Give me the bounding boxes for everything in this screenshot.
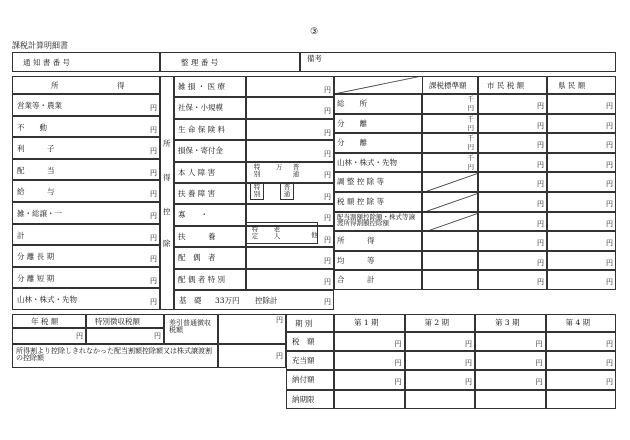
income-row[interactable] [12,288,160,310]
taxable-row-label: 均 等 [337,255,375,265]
thousand-unit: 千 [467,134,474,143]
deduction-row-yen: 円 [324,278,331,287]
period-header: 第 2 期 [424,318,450,327]
diff-normal-yen: 円 [276,316,283,324]
deduction-total-yen: 円 [324,298,331,307]
pref-tax-value[interactable] [547,133,616,153]
deduction-row-label: 損保・寄付金 [178,146,223,156]
pref-tax-yen: 円 [606,180,613,189]
ta-mark: 他 [311,231,318,239]
taxable-standard-value[interactable] [422,94,478,114]
city-tax-value[interactable] [478,94,547,114]
city-tax-yen: 円 [537,101,544,110]
taxable-row-label: 調 整 控 除 等 [337,177,385,187]
annual-tax-header [12,314,86,328]
period-value-yen: 円 [606,358,613,367]
pref-tax-yen: 円 [606,278,613,287]
pref-tax-value[interactable] [547,114,616,134]
man-mark-1: 万 [276,163,283,171]
period-header: 第 4 期 [565,318,591,327]
city-tax-value[interactable] [478,231,547,251]
income-row-yen: 円 [150,255,157,264]
period-label-cell [286,314,334,332]
pref-tax-header [547,76,616,94]
special-collect-header [86,314,164,328]
special-collect-yen: 円 [154,332,161,341]
note-cell [12,344,218,368]
document-title: 課税計算明細書 [12,41,68,50]
city-tax-yen: 円 [537,160,544,169]
pref-tax-label: 県 民 額 [558,81,586,90]
special-collect-value[interactable] [86,328,164,344]
taxable-header-diagonal [334,76,422,94]
standard-slash-diagonal [423,193,479,213]
remarks-label: 備考 [307,54,322,63]
city-tax-value[interactable] [478,114,547,134]
pref-tax-value[interactable] [547,231,616,251]
deduction-vertical-column [160,76,174,310]
pref-tax-yen: 円 [606,141,613,150]
taxable-row-label: 分 離 [337,138,367,148]
deduction-row-yen: 円 [324,107,331,116]
pref-tax-value[interactable] [547,251,616,271]
taxable-row-label: 山林・株式・先物 [337,157,397,167]
pref-tax-yen: 円 [606,219,613,228]
note-value[interactable] [218,344,286,368]
deduction-row-label: 扶 養 [178,231,216,241]
futsuu-mark-2: 普通 [283,183,291,198]
period-value-cell[interactable] [334,370,405,389]
income-header-right: 得 [117,81,125,90]
deduction-row-yen: 円 [324,192,331,201]
income-row[interactable] [12,267,160,289]
income-row[interactable] [12,116,160,138]
pref-tax-value[interactable] [547,270,616,290]
deduction-row-label: 扶 養 障 害 [178,189,216,198]
pref-tax-yen: 円 [606,101,613,110]
deduction-row-value[interactable] [246,140,334,161]
taxable-standard-value[interactable] [422,212,478,232]
income-row-yen: 円 [150,233,157,242]
period-value-cell[interactable] [405,332,476,351]
income-row[interactable] [12,159,160,181]
taxable-standard-yen: 円 [467,104,474,112]
deduction-row-yen: 円 [324,128,331,137]
basic-deduction-row [174,290,334,310]
city-tax-yen: 円 [537,239,544,248]
deduction-row-label: 雑 損 ・ 医 療 [178,82,226,91]
income-row-label: 営業等・農業 [17,101,62,110]
annual-tax-value[interactable] [12,328,86,344]
income-row-label: 計 [17,230,25,240]
city-tax-value[interactable] [478,172,547,192]
income-row-label: 分 離 長 期 [17,252,55,262]
note-label: 所得割より控除しきれなかった配当割額控除額又は株式譲渡割の控除額 [16,347,212,363]
deduction-row-label: 本 人 障 害 [178,167,216,177]
pref-tax-value[interactable] [547,192,616,212]
deduction-total-label: 控除計 [255,296,278,305]
pref-tax-yen: 円 [606,121,613,130]
deduction-row-yen: 円 [324,85,331,94]
period-header: 第 1 期 [354,318,379,327]
city-tax-yen: 円 [537,180,544,189]
period-value-yen: 円 [394,339,402,348]
period-value-yen: 円 [465,358,472,367]
pref-tax-value[interactable] [547,94,616,114]
city-tax-header [478,76,547,94]
remarks-cell[interactable] [300,52,616,72]
deduction-row-label: 寡 ・ [178,210,208,220]
income-row[interactable] [12,245,160,267]
income-row[interactable] [12,180,160,202]
period-row-label: 税 額 [292,337,315,346]
futsuu-mark-1: 普通 [292,163,300,178]
period-value-yen: 円 [535,377,543,386]
pref-tax-value[interactable] [547,172,616,192]
period-value-cell[interactable] [405,390,476,409]
income-header [12,76,160,94]
period-row-label: 納期限 [292,394,315,404]
thousand-unit: 千 [467,114,474,123]
deduction-vertical-2: 得 [163,173,171,182]
income-row-label: 不 動 [17,122,47,132]
taxable-row-label: 所 得 [337,236,375,246]
standard-slash-diagonal [423,173,479,193]
special-collect-label: 特別徴収税額 [95,317,140,326]
deduction-row-label: 配 偶 者 特 別 [178,274,226,284]
income-row[interactable] [12,94,160,116]
period-value-cell[interactable] [475,390,546,409]
deduction-row-label: 配 偶 者 [178,253,216,263]
deduction-vertical-3: 控 [163,207,171,216]
city-tax-value[interactable] [478,212,547,232]
taxable-standard-value[interactable] [422,231,478,251]
income-row-label: 山林・株式・先物 [17,295,77,305]
basic-amount: 33万円 [215,296,240,305]
city-tax-value[interactable] [478,192,547,212]
period-header: 第 3 期 [495,318,520,327]
taxable-standard-value[interactable] [422,133,478,153]
ref-number-cell [160,52,300,72]
pref-tax-yen: 円 [606,258,613,267]
deduction-row-yen: 円 [324,256,331,265]
annual-tax-label: 年 税 額 [31,317,59,326]
thousand-unit: 千 [467,95,474,103]
period-value-cell[interactable] [405,351,476,370]
period-row-label: 納付額 [292,375,315,385]
special-mark-2: 特別 [253,183,261,198]
thousand-unit: 千 [467,153,474,162]
period-value-cell[interactable] [334,332,405,351]
city-tax-yen: 円 [537,199,544,208]
taxable-row-label: 分 離 [337,118,367,128]
income-row-label: 分 離 短 期 [17,273,55,283]
diff-normal-header [164,314,218,344]
taxable-standard-yen: 円 [467,162,474,171]
income-row-yen: 円 [150,298,157,307]
deduction-row-yen: 円 [324,235,331,244]
city-tax-label: 市 民 税 額 [487,81,525,90]
deduction-row-value[interactable] [246,247,334,268]
period-value-yen: 円 [535,358,543,367]
notice-number-label: 通 知 書 番 号 [23,58,71,67]
period-value-cell[interactable] [546,370,617,389]
tokutei-mark: 特定 [251,225,259,240]
period-value-yen: 円 [465,377,472,386]
income-row-label: 給 与 [17,187,55,197]
pref-tax-value[interactable] [547,212,616,232]
income-row-label: 雑・総譲・一 [17,209,62,218]
annual-tax-yen: 円 [76,332,83,341]
period-value-yen: 円 [606,339,613,348]
city-tax-value[interactable] [478,133,547,153]
period-value-yen: 円 [465,339,472,348]
income-row-yen: 円 [150,103,157,112]
city-tax-yen: 円 [537,121,544,130]
city-tax-yen: 円 [537,278,544,287]
period-value-cell[interactable] [475,370,546,389]
period-value-cell[interactable] [546,332,617,351]
period-value-cell[interactable] [405,370,476,389]
income-row[interactable] [12,202,160,224]
income-row[interactable] [12,137,160,159]
note-yen: 円 [276,352,283,360]
taxable-standard-yen: 円 [467,123,474,132]
income-row-yen: 円 [150,125,157,134]
income-row-yen: 円 [150,168,157,177]
period-value-yen: 円 [394,377,402,386]
taxable-standard-value[interactable] [422,114,478,134]
city-tax-value[interactable] [478,270,547,290]
income-row-yen: 円 [150,147,157,156]
diff-normal-value[interactable] [218,314,286,344]
city-tax-yen: 円 [537,219,544,228]
deduction-row-label: 生 命 保 険 料 [178,124,226,134]
deduction-row-yen: 円 [324,171,331,180]
basic-label: 基 礎 [179,296,202,305]
deduction-vertical-1: 所 [163,139,171,148]
period-row-label: 充当額 [292,356,315,366]
page-number: ③ [310,27,319,37]
standard-slash-diagonal [423,213,479,233]
deduction-row-value[interactable] [246,269,334,290]
city-tax-yen: 円 [537,258,544,267]
period-value-cell[interactable] [546,351,617,370]
period-value-yen: 円 [535,339,543,348]
income-row[interactable] [12,224,160,246]
income-row-yen: 円 [150,211,157,220]
income-row-yen: 円 [150,190,157,199]
taxable-row-label: 配当割額控除額・株式等譲渡所得割額控除額 [337,212,415,228]
income-row-label: 利 子 [17,144,55,154]
income-header-left: 所 [51,81,59,90]
taxable-standard-yen: 円 [467,143,474,152]
taxable-standard-value[interactable] [422,172,478,192]
taxable-standard-value[interactable] [422,192,478,212]
special-mark-1: 特別 [253,163,261,178]
roujin-mark: 老人 [273,225,281,240]
standard-label: 課税標準額 [429,81,467,90]
taxable-standard-value[interactable] [422,270,478,290]
taxable-standard-value[interactable] [422,153,478,173]
income-row-yen: 円 [150,276,157,285]
income-row-label: 配 当 [17,165,55,175]
city-tax-value[interactable] [478,251,547,271]
deduction-row-yen: 円 [324,214,331,223]
deduction-row-value[interactable] [246,97,334,118]
taxable-standard-header [422,76,478,94]
deduction-row-yen: 円 [324,149,331,158]
ref-number-label: 整 理 番 号 [181,58,219,67]
deduction-row-value[interactable] [246,119,334,140]
period-value-cell[interactable] [546,390,617,409]
taxable-row-label: 総 所 [337,99,367,108]
period-value-cell[interactable] [334,390,405,409]
pref-tax-yen: 円 [606,160,613,169]
period-value-yen: 円 [394,358,402,367]
period-label: 期 別 [295,319,313,328]
deduction-row-label: 社保・小規模 [178,103,223,113]
city-tax-value[interactable] [478,153,547,173]
city-tax-yen: 円 [537,141,544,150]
pref-tax-yen: 円 [606,239,613,248]
period-value-cell[interactable] [334,351,405,370]
pref-tax-yen: 円 [606,199,613,208]
period-value-yen: 円 [606,377,613,386]
deduction-vertical-4: 除 [163,239,171,248]
taxable-row-label: 税 額 控 除 等 [337,197,385,206]
taxable-row-label: 合 計 [337,275,375,285]
period-value-cell[interactable] [475,332,546,351]
taxable-standard-value[interactable] [422,251,478,271]
period-value-cell[interactable] [475,351,546,370]
pref-tax-value[interactable] [547,153,616,173]
notice-number-cell [12,52,160,72]
deduction-row-value[interactable] [246,76,334,97]
diff-normal-label: 差引普通徴収税額 [169,319,211,335]
